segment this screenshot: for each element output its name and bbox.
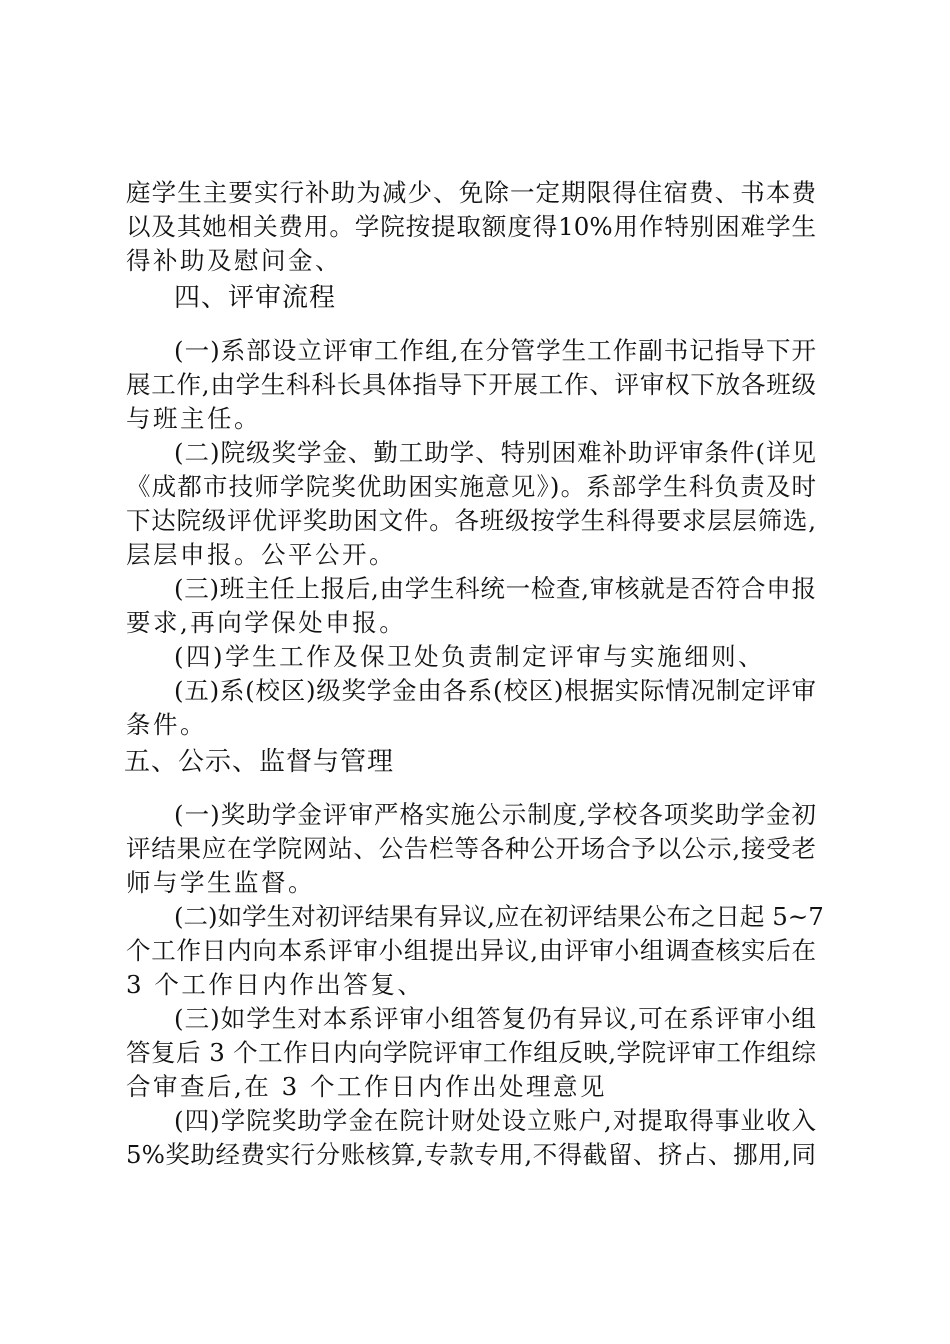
- section-heading-4: 四、评审流程: [174, 283, 337, 313]
- list-item-line: 3 个工作日内作出答复、: [126, 970, 425, 999]
- list-item-line: (一)奖助学金评审严格实施公示制度,学校各项奖助学金初: [174, 800, 816, 829]
- list-item-line: 答复后 3 个工作日内向学院评审工作组反映,学院评审工作组综: [126, 1038, 816, 1067]
- list-item-line: 评结果应在学院网站、公告栏等各种公开场合予以公示,接受老: [126, 834, 816, 863]
- list-item-line: 与班主任。: [126, 404, 261, 433]
- list-item-line: 师与学生监督。: [126, 868, 315, 897]
- list-item-line: 要求,再向学保处申报。: [126, 608, 407, 637]
- list-item-line: (四)学生工作及保卫处负责制定评审与实施细则、: [174, 642, 766, 671]
- list-item-line: 条件。: [126, 710, 207, 739]
- list-item-line: (一)系部设立评审工作组,在分管学生工作副书记指导下开: [174, 336, 816, 365]
- list-item-line: 下达院级评优评奖助困文件。各班级按学生科得要求层层筛选,: [126, 506, 816, 535]
- list-item-line: (三)如学生对本系评审小组答复仍有异议,可在系评审小组: [174, 1004, 816, 1033]
- body-text-line: 以及其她相关费用。学院按提取额度得10%用作特别困难学生: [126, 212, 816, 241]
- body-text-line: 得补助及慰问金、: [126, 246, 342, 275]
- section-heading-5: 五、公示、监督与管理: [124, 747, 395, 777]
- list-item-line: (二)院级奖学金、勤工助学、特别困难补助评审条件(详见: [174, 438, 816, 467]
- list-item-line: 《成都市技师学院奖优助困实施意见》)。系部学生科负责及时: [126, 472, 816, 501]
- list-item-line: 展工作,由学生科科长具体指导下开展工作、评审权下放各班级: [126, 370, 816, 399]
- list-item-line: (五)系(校区)级奖学金由各系(校区)根据实际情况制定评审: [174, 676, 816, 705]
- list-item-line: (三)班主任上报后,由学生科统一检查,审核就是否符合申报: [174, 574, 816, 603]
- list-item-line: 5%奖助经费实行分账核算,专款专用,不得截留、挤占、挪用,同: [126, 1140, 816, 1169]
- body-text-line: 庭学生主要实行补助为减少、免除一定期限得住宿费、书本费: [126, 178, 816, 207]
- list-item-line: 层层申报。公平公开。: [126, 540, 396, 569]
- list-item-line: 合审查后,在 3 个工作日内作出处理意见: [126, 1072, 607, 1101]
- list-item-line: (四)学院奖助学金在院计财处设立账户,对提取得事业收入: [174, 1106, 816, 1135]
- list-item-line: 个工作日内向本系评审小组提出异议,由评审小组调查核实后在: [126, 936, 816, 965]
- list-item-line: (二)如学生对初评结果有异议,应在初评结果公布之日起 5~7: [174, 902, 824, 931]
